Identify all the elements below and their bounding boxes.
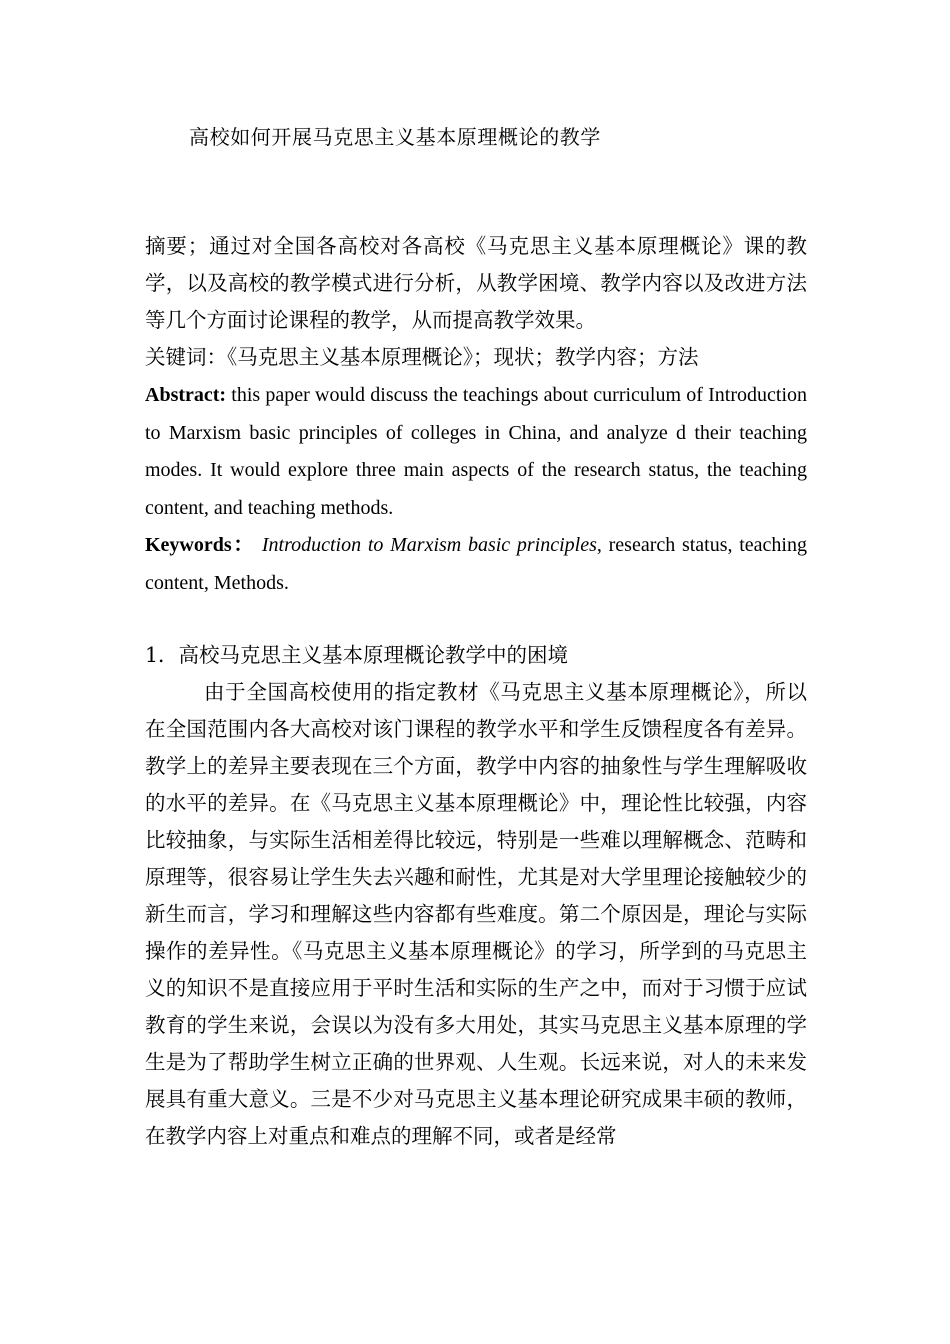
chinese-abstract <box>145 228 807 339</box>
chinese-keywords-text: 《马克思主义基本原理概论》；现状；教学内容；方法 <box>227 345 699 369</box>
chinese-abstract-text: 通过对全国各高校对各高校《马克思主义基本原理概论》课的教学，以及高校的教学模式进行分析，从教学困境、教学内容以及改进方法等几个方面讨论课程的教学，从而提高教学效果。 <box>145 234 808 332</box>
english-keywords <box>145 527 807 602</box>
english-keywords-label: Keywords <box>145 534 232 556</box>
english-keywords-italic-term: Introduction to Marxism basic principles <box>261 534 597 556</box>
chinese-abstract-label: 摘要； <box>145 234 209 258</box>
english-keywords-separator: ： <box>231 534 262 556</box>
english-abstract <box>145 377 807 527</box>
english-keywords-rest: , research status, teaching content, Methods. <box>145 534 807 594</box>
section-heading: 1．高校马克思主义基本原理概论教学中的困境 <box>145 643 569 667</box>
english-abstract-label: Abstract: <box>145 384 227 406</box>
document-title: 高校如何开展马克思主义基本原理概论的教学 <box>189 125 601 149</box>
english-abstract-text: this paper would discuss the teachings about curriculum of Introduction to Marxism basic principles of colleges in China, and analyze d their teaching modes. It would explore three main aspects of the research status, the teaching content, and teaching methods. <box>145 384 807 519</box>
chinese-keywords-label: 关键词： <box>145 345 227 369</box>
section-body: 由于全国高校使用的指定教材《马克思主义基本原理概论》，所以在全国范围内各大高校对该门课程的教学水平和学生反馈程度各有差异。教学上的差异主要表现在三个方面，教学中内容的抽象性与学生理解吸收的水平的差异。在《马克思主义基本原理概论》中，理论性比较强，内容比较抽象，与实际生活相差得比较远，特别是一些难以理解概念、范畴和原理等，很容易让学生失去兴趣和耐性，尤其是对大学里理论接触较少的新生而言，学习和理解这些内容都有些难度。第二个原因是，理论与实际操作的差异性。《马克思主义基本原理概论》的学习，所学到的马克思主义的知识不是直接应用于平时生活和实际的生产之中，而对于习惯于应试教育的学生来说，会误以为没有多大用处，其实马克思主义基本原理的学生是为了帮助学生树立正确的世界观、人生观。长远来说，对人的未来发展具有重大意义。三是不少对马克思主义基本理论研究成果丰硕的教师，在教学内容上对重点和难点的理解不同，或者是经常 <box>145 680 807 1148</box>
chinese-keywords <box>145 339 807 376</box>
